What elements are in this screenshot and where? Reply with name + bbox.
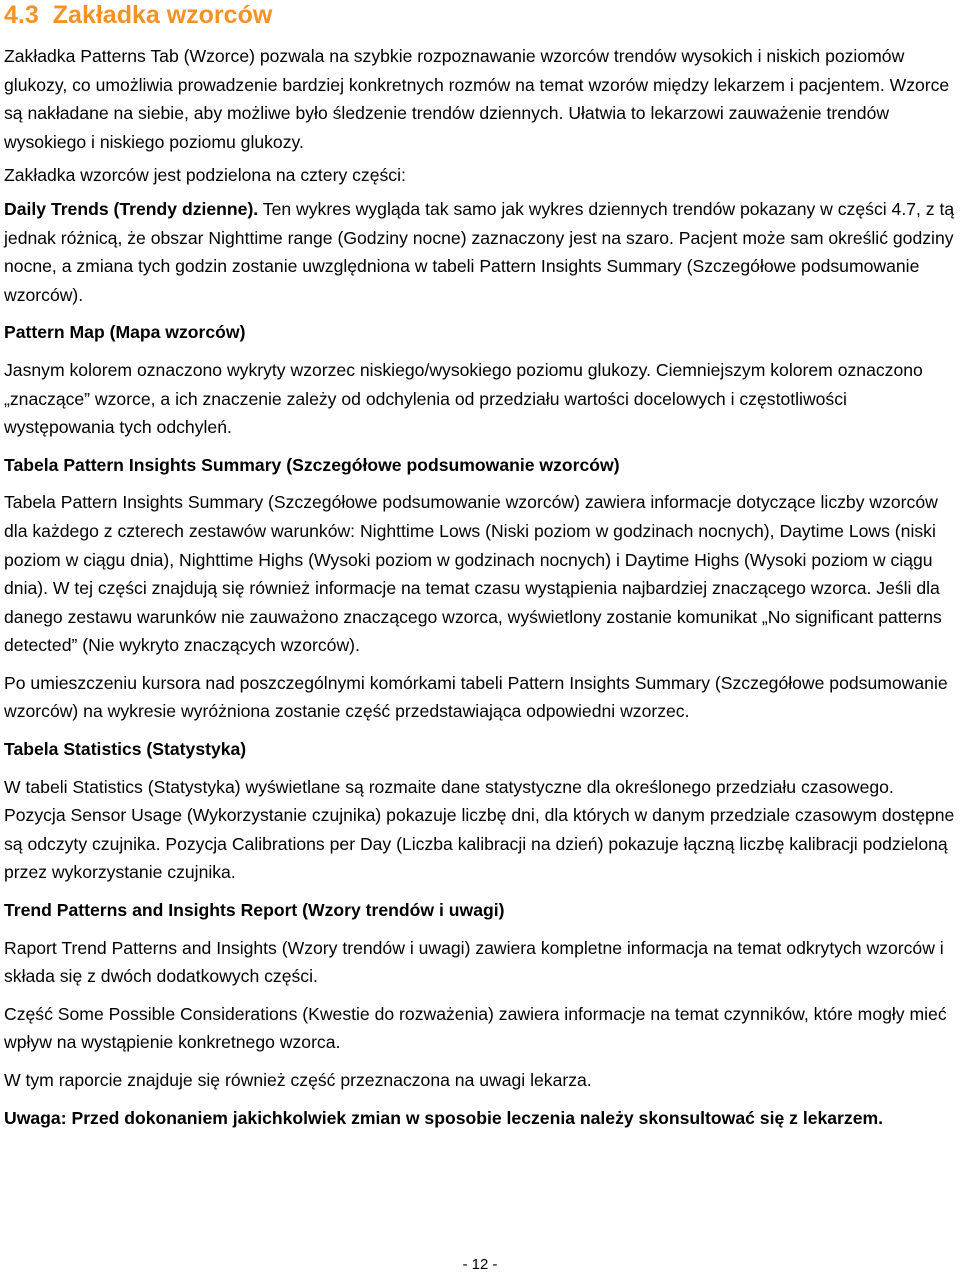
statistics-heading: Tabela Statistics (Statystyka) — [4, 739, 247, 760]
report-paragraph: Raport Trend Patterns and Insights (Wzory trendów i uwagi) zawiera kompletne informacja na temat odkrytych wzorców i składa się z dwóch dodatkowych części. — [4, 937, 944, 987]
pattern-map-paragraph: Jasnym kolorem oznaczono wykryty wzorzec niskiego/wysokiego poziomu glukozy. Ciemniejszym kolorem oznaczono „znaczące” wzorce, a ich znaczenie zależy od odchylenia od przedziału wartości docelowych i częstotliwości występowania tych odchyleń. — [4, 359, 923, 438]
report-heading: Trend Patterns and Insights Report (Wzory trendów i uwagi) — [4, 900, 505, 921]
section-title: Zakładka wzorców — [52, 1, 273, 29]
daily-trends-heading: Daily Trends (Trendy dzienne). — [4, 198, 259, 219]
insights-paragraph: Tabela Pattern Insights Summary (Szczegółowe podsumowanie wzorców) zawiera informacje dotyczące liczby wzorców dla każdego z czterech zestawów warunków: Nighttime Lows (Niski poziom w godzinach nocnych), Daytime Lows (niski poziom w ciągu dnia), Nighttime Highs (Wysoki poziom w godzinach nocnych) i Daytime Highs (Wysoki poziom w ciągu dnia). W tej części znajdują się również informacje na temat czasu wystąpienia najbardziej znaczącego wzorca. Jeśli dla danego zestawu warunków nie zauważono znaczącego wzorca, wyświetlony zostanie komunikat „No significant patterns detected” (Nie wykryto znaczących wzorców). — [4, 492, 942, 656]
warning-paragraph: Uwaga: Przed dokonaniem jakichkolwiek zmian w sposobie leczenia należy skonsultować się z lekarzem. — [4, 1107, 884, 1128]
daily-trends-paragraph — [4, 195, 960, 309]
pattern-map-heading: Pattern Map (Mapa wzorców) — [4, 322, 246, 343]
page-body — [4, 42, 960, 1132]
statistics-paragraph: W tabeli Statistics (Statystyka) wyświetlane są rozmaite dane statystyczne dla określonego przedziału czasowego. Pozycja Sensor Usage (Wykorzystanie czujnika) pokazuje liczbę dni, dla których w danym przedziale czasowym dostępne są odczyty czujnika. Pozycja Calibrations per Day (Liczba kalibracji na dzień) pokazuje łączną liczbę kalibracji podzieloną przez wykorzystanie czujnika. — [4, 776, 955, 883]
considerations-paragraph: Część Some Possible Considerations (Kwestie do rozważenia) zawiera informacje na temat czynników, które mogły mieć wpływ na wystąpienie konkretnego wzorca. — [4, 1003, 947, 1053]
parts-paragraph: Zakładka wzorców jest podzielona na cztery części: — [4, 165, 406, 186]
page-number: - 12 - — [462, 1256, 498, 1273]
insights-heading: Tabela Pattern Insights Summary (Szczegółowe podsumowanie wzorców) — [4, 454, 620, 475]
intro-paragraph: Zakładka Patterns Tab (Wzorce) pozwala na szybkie rozpoznawanie wzorców trendów wysokich i niskich poziomów glukozy, co umożliwia prowadzenie bardziej konkretnych rozmów na temat wzorów między lekarzem i pacjentem. Wzorce są nakładane na siebie, aby możliwe było śledzenie trendów dziennych. Ułatwia to lekarzowi zauważenie trendów wysokiego i niskiego poziomu glukozy. — [4, 46, 950, 152]
section-heading — [4, 0, 272, 30]
notes-paragraph: W tym raporcie znajduje się również część przeznaczona na uwagi lekarza. — [4, 1070, 592, 1090]
cursor-paragraph: Po umieszczeniu kursora nad poszczególnymi komórkami tabeli Pattern Insights Summary (Szczegółowe podsumowanie wzorców) na wykresie wyróżniona zostanie część przedstawiająca odpowiedni wzorzec. — [4, 672, 948, 722]
section-number: 4.3 — [4, 1, 39, 29]
daily-trends-body: Ten wykres wygląda tak samo jak wykres dziennych trendów pokazany w części 4.7, z tą jednak różnicą, że obszar Nighttime range (Godziny nocne) zaznaczony jest na szaro. Pacjent może sam określić godziny nocne, a zmiana tych godzin zostanie uwzględniona w tabeli Pattern Insights Summary (Szczegółowe podsumowanie wzorców). — [4, 198, 955, 305]
